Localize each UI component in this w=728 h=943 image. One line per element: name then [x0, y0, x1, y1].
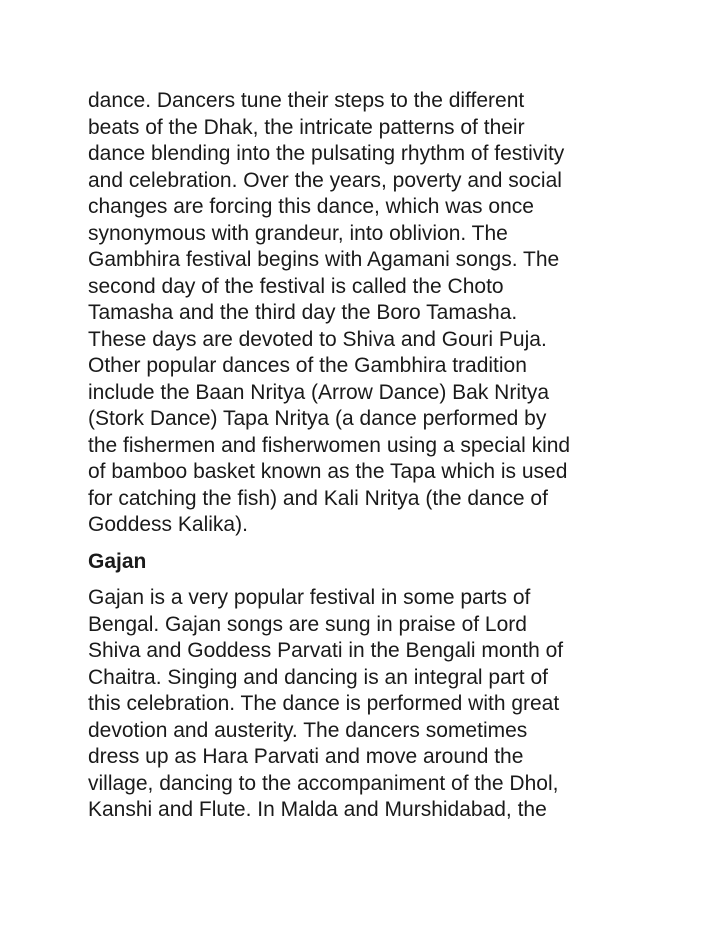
text-line: devotion and austerity. The dancers sometimes [88, 718, 528, 742]
section-heading-gajan: Gajan [88, 549, 147, 573]
text-line: changes are forcing this dance, which was once [88, 195, 534, 218]
text-line: (Stork Dance) Tapa Nritya (a dance performed by [88, 407, 547, 430]
text-line: Gambhira festival begins with Agamani songs. The [88, 248, 560, 271]
text-line: Chaitra. Singing and dancing is an integral part of [88, 665, 548, 689]
text-line: Tamasha and the third day the Boro Tamasha. [88, 301, 518, 324]
text-line: this celebration. The dance is performed with great [88, 692, 560, 715]
text-line: Goddess Kalika). [88, 513, 248, 536]
text-line: include the Baan Nritya (Arrow Dance) Bak Nritya [88, 380, 550, 404]
text-line: second day of the festival is called the Choto [88, 274, 504, 298]
text-line: Shiva and Goddess Parvati in the Bengali month of [88, 639, 564, 662]
text-line: Gajan is a very popular festival in some parts of [88, 586, 531, 609]
document-page [88, 88, 648, 824]
text-line: synonymous with grandeur, into oblivion. The [88, 221, 508, 245]
text-line: village, dancing to the accompaniment of the Dhol, [88, 771, 559, 795]
text-line: the fishermen and fisherwomen using a special kind [88, 433, 571, 457]
text-line: of bamboo basket known as the Tapa which is used [88, 460, 568, 483]
text-line: Other popular dances of the Gambhira tradition [88, 354, 527, 377]
text-line: Kanshi and Flute. In Malda and Murshidabad, the [88, 798, 547, 821]
paragraph-gambhira [88, 88, 648, 539]
text-line: dress up as Hara Parvati and move around the [88, 745, 524, 768]
paragraph-gajan [88, 585, 648, 824]
text-line: and celebration. Over the years, poverty and social [88, 168, 562, 192]
text-line: dance blending into the pulsating rhythm of festivity [88, 142, 565, 165]
text-line: beats of the Dhak, the intricate patterns of their [88, 115, 525, 139]
text-line: dance. Dancers tune their steps to the different [88, 89, 525, 112]
text-line: These days are devoted to Shiva and Gouri Puja. [88, 327, 547, 351]
text-line: Bengal. Gajan songs are sung in praise of Lord [88, 612, 527, 636]
text-line: for catching the fish) and Kali Nritya (the dance of [88, 486, 548, 510]
